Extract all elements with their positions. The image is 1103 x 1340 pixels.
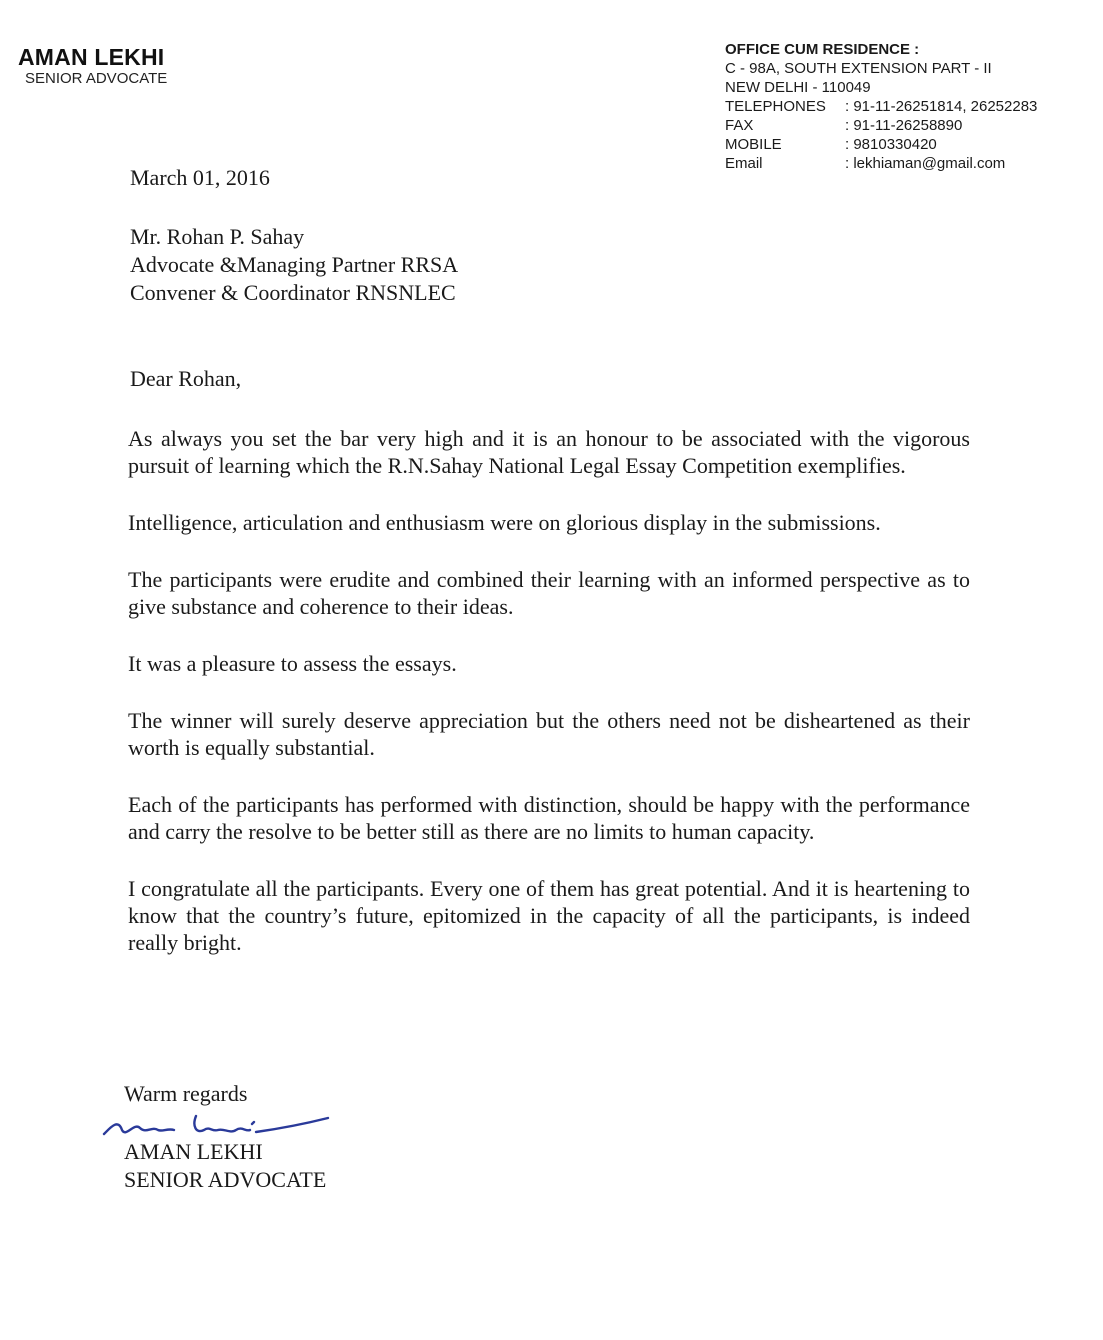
recipient-role-2: Convener & Coordinator RNSNLEC [130, 280, 456, 305]
paragraph: It was a pleasure to assess the essays. [128, 651, 457, 676]
salutation: Dear Rohan, [130, 366, 242, 391]
signature-icon [100, 1108, 340, 1140]
signatory-name: AMAN LEKHI [124, 1139, 263, 1164]
contact-label: Email [725, 155, 763, 172]
contact-label: MOBILE [725, 136, 782, 153]
paragraph: Intelligence, articulation and enthusiasm were on glorious display in the submissions. [128, 510, 881, 535]
recipient-role-1: Advocate &Managing Partner RRSA [130, 252, 459, 277]
letterhead-contact-block [725, 40, 1037, 173]
address-line-2: NEW DELHI - 110049 [725, 79, 871, 96]
contact-value: : lekhiaman@gmail.com [845, 155, 1006, 172]
contact-label: FAX [725, 117, 754, 134]
contact-email [725, 154, 1037, 173]
closing: Warm regards [124, 1081, 248, 1106]
letter-date: March 01, 2016 [130, 165, 270, 190]
signatory-title: SENIOR ADVOCATE [124, 1167, 327, 1192]
contact-value: : 91-11-26258890 [845, 117, 963, 134]
letterhead-title: SENIOR ADVOCATE [25, 70, 168, 87]
office-header: OFFICE CUM RESIDENCE : [725, 41, 920, 58]
address-line-1: C - 98A, SOUTH EXTENSION PART - II [725, 60, 992, 77]
contact-fax [725, 116, 1037, 135]
contact-value: : 9810330420 [845, 136, 937, 153]
contact-mobile [725, 135, 1037, 154]
paragraph: As always you set the bar very high and it is an honour to be associated with the vigorous pursuit of learning which the R.N.Sahay National Legal Essay Competition exemplifies. [128, 426, 970, 478]
paragraph: Each of the participants has performed with distinction, should be happy with the performance and carry the resolve to be better still as there are no limits to human capacity. [128, 792, 970, 844]
contact-value: : 91-11-26251814, 26252283 [845, 98, 1038, 115]
letterhead-name: AMAN LEKHI [18, 44, 165, 70]
paragraph: The winner will surely deserve appreciation but the others need not be disheartened as their worth is equally substantial. [128, 708, 970, 760]
signatory-block [124, 1138, 326, 1194]
recipient-name: Mr. Rohan P. Sahay [130, 224, 305, 249]
recipient-block [130, 223, 458, 307]
paragraph: I congratulate all the participants. Every one of them has great potential. And it is heartening to know that the country’s future, epitomized in the capacity of all the participants, is indeed really bright. [128, 876, 970, 955]
letterhead-left [18, 44, 167, 88]
contact-label: TELEPHONES [725, 98, 826, 115]
contact-telephones [725, 97, 1037, 116]
letter-body [128, 425, 970, 956]
paragraph: The participants were erudite and combined their learning with an informed perspective as to give substance and coherence to their ideas. [128, 567, 970, 619]
